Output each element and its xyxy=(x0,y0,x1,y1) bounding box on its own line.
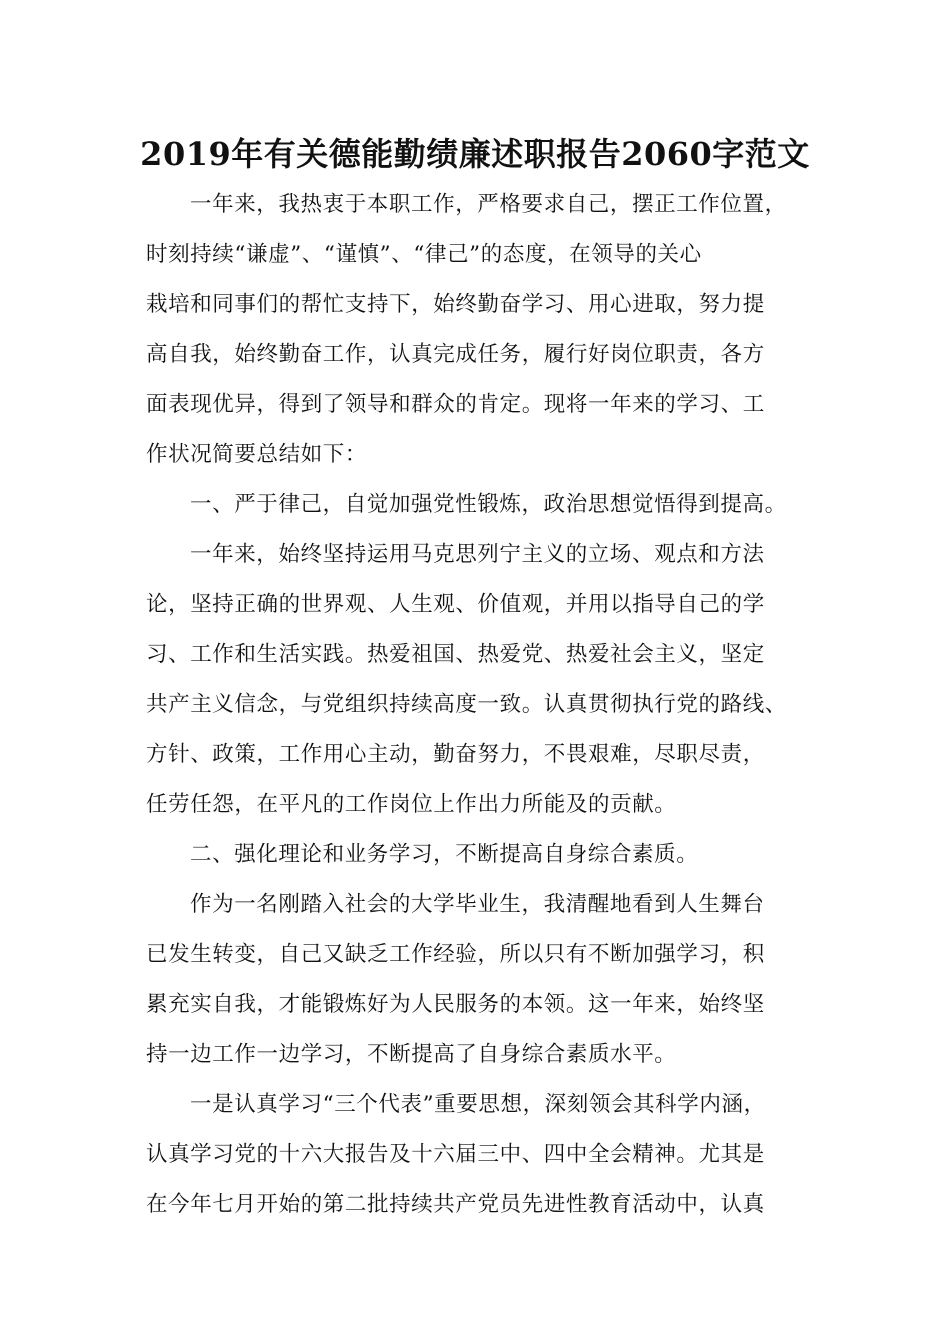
text-line: 高自我，始终勤奋工作，认真完成任务，履行好岗位职责，各方 xyxy=(146,342,765,367)
section-heading: 一、严于律己，自觉加强党性锻炼，政治思想觉悟得到提高。 xyxy=(190,492,787,517)
text-line: 作状况简要总结如下： xyxy=(146,442,368,467)
text-line: 作为一名刚踏入社会的大学毕业生，我清醒地看到人生舞台 xyxy=(190,892,765,917)
text-line: 在今年七月开始的第二批持续共产党员先进性教育活动中，认真 xyxy=(146,1192,765,1217)
text-line: 论，坚持正确的世界观、人生观、价值观，并用以指导自己的学 xyxy=(146,592,765,617)
section-heading: 二、强化理论和业务学习，不断提高自身综合素质。 xyxy=(190,842,699,867)
text-line: 已发生转变，自己又缺乏工作经验，所以只有不断加强学习，积 xyxy=(146,942,765,967)
text-line: 栽培和同事们的帮忙支持下，始终勤奋学习、用心进取，努力提 xyxy=(146,292,765,317)
text-line: 习、工作和生活实践。热爱祖国、热爱党、热爱社会主义，坚定 xyxy=(146,642,765,667)
document-title: 2019年有关德能勤绩廉述职报告2060字范文 xyxy=(140,135,810,173)
text-line: 方针、政策，工作用心主动，勤奋努力，不畏艰难，尽职尽责， xyxy=(146,742,765,767)
text-line: 任劳任怨，在平凡的工作岗位上作出力所能及的贡献。 xyxy=(146,792,677,817)
text-line: 共产主义信念，与党组织持续高度一致。认真贯彻执行党的路线、 xyxy=(146,692,787,717)
text-line: 一是认真学习“三个代表”重要思想，深刻领会其科学内涵， xyxy=(190,1092,766,1117)
text-line: 累充实自我，才能锻炼好为人民服务的本领。这一年来，始终坚 xyxy=(146,992,765,1017)
text-line: 认真学习党的十六大报告及十六届三中、四中全会精神。尤其是 xyxy=(146,1142,765,1167)
text-line: 面表现优异，得到了领导和群众的肯定。现将一年来的学习、工 xyxy=(146,392,765,417)
text-line: 一年来，我热衷于本职工作，严格要求自己，摆正工作位置， xyxy=(190,192,787,217)
text-line: 持一边工作一边学习，不断提高了自身综合素质水平。 xyxy=(146,1042,677,1067)
text-line: 一年来，始终坚持运用马克思列宁主义的立场、观点和方法 xyxy=(190,542,765,567)
text-line: 时刻持续“谦虚”、“谨慎”、“律己”的态度，在领导的关心 xyxy=(146,242,702,267)
